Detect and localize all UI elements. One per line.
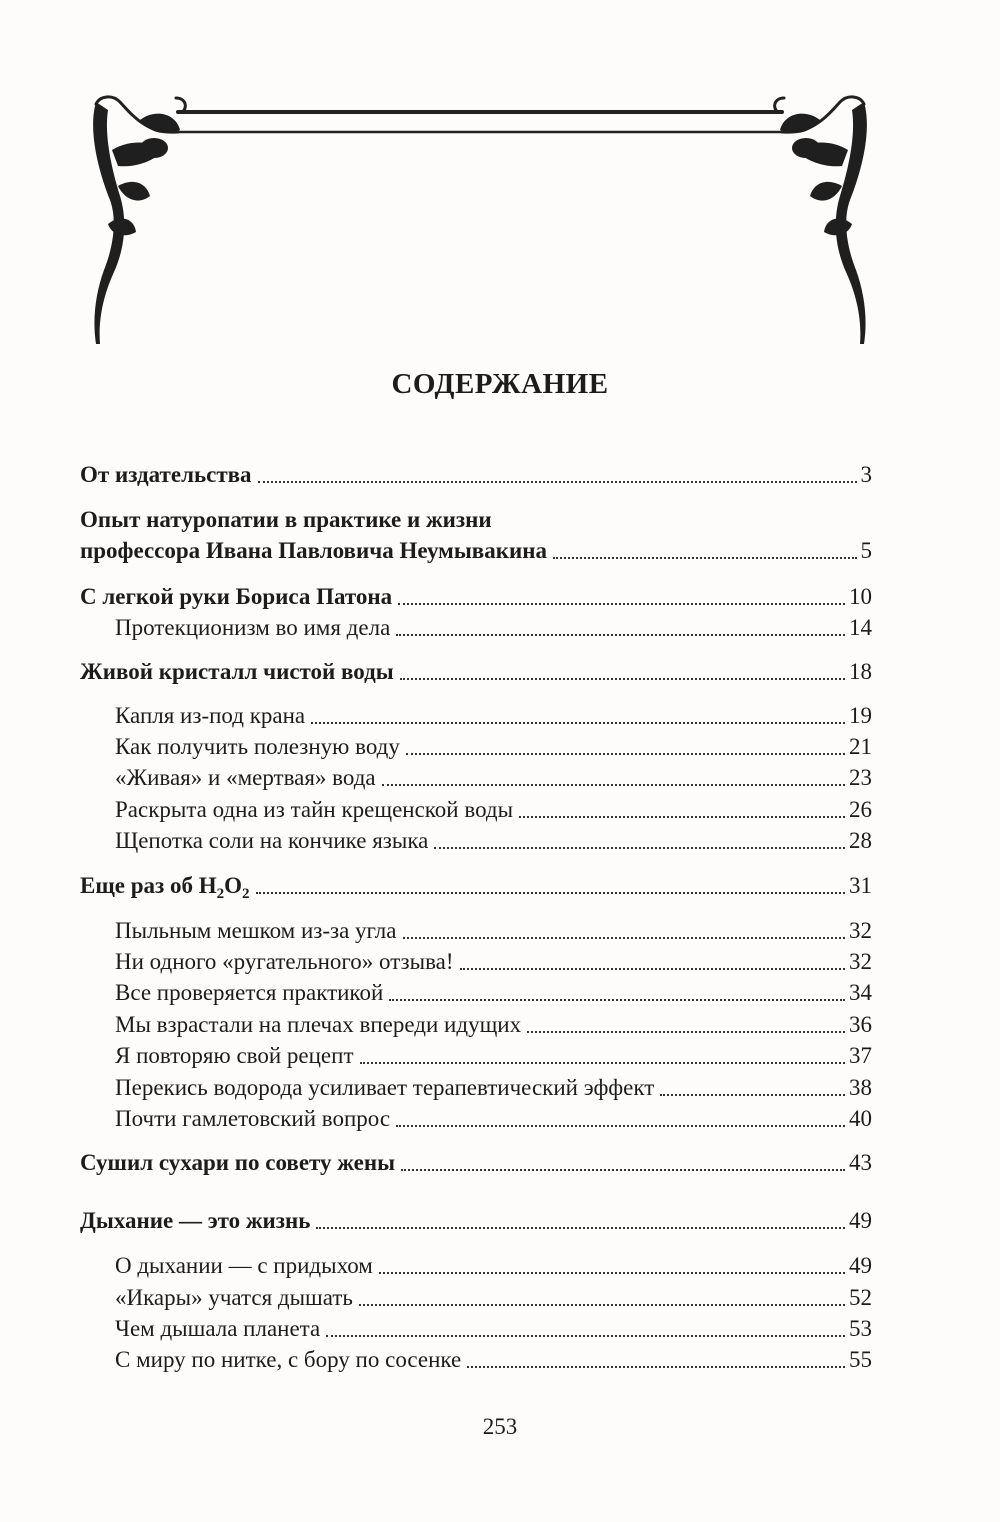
toc-entry-page: 49 [849, 1208, 872, 1233]
toc-entry-page: 23 [849, 765, 872, 790]
toc-entry [80, 1041, 872, 1071]
dot-leader [467, 1366, 845, 1368]
toc-entry-page: 55 [849, 1347, 872, 1372]
toc-entry-page: 32 [849, 949, 872, 974]
toc-entry-title: Дыхание — это жизнь [80, 1208, 311, 1233]
toc-entry-title: От издательства [80, 462, 252, 487]
toc-entry-page: 5 [860, 538, 872, 563]
dot-leader [389, 999, 845, 1001]
toc-entry-page: 31 [849, 873, 872, 898]
toc-entry [80, 613, 872, 643]
toc-entry-page: 53 [849, 1316, 872, 1341]
page-number: 253 [482, 1414, 518, 1439]
toc-entry-title: Протекционизм во имя дела [115, 615, 391, 640]
dot-leader [396, 1125, 845, 1127]
toc-entry-title: Все проверяется практикой [115, 980, 384, 1005]
dot-leader [396, 634, 845, 636]
dot-leader [519, 816, 845, 818]
toc-entry-page: 18 [849, 659, 872, 684]
toc-entry [80, 978, 872, 1008]
toc-entry-title: Ни одного «ругательного» отзыва! [115, 949, 454, 974]
toc-entry-title: С миру по нитке, с бору по сосенке [115, 1347, 462, 1372]
toc-entry-title: Сушил сухари по совету жены [80, 1150, 396, 1175]
toc-entry-title: Перекись водорода усиливает терапевтический эффект [115, 1075, 655, 1100]
toc-entry [80, 657, 872, 687]
dot-leader [401, 1169, 845, 1171]
toc-entry [80, 871, 872, 901]
toc-entry [80, 1206, 872, 1236]
toc-entry-title-line1: Опыт натуропатии в практике и жизни [80, 507, 492, 532]
toc-entry [80, 460, 872, 490]
dot-leader [403, 937, 846, 939]
dot-leader [660, 1094, 845, 1096]
toc-entry-page: 38 [849, 1075, 872, 1100]
formula-text: O [224, 873, 243, 898]
toc-entry-page: 26 [849, 797, 872, 822]
toc-entry-page: 10 [849, 584, 872, 609]
dot-leader [460, 968, 845, 970]
dot-leader [258, 481, 857, 483]
toc-entry-title: Мы взрастали на плечах впереди идущих [115, 1012, 522, 1037]
toc-entry [80, 1104, 872, 1134]
formula-subscript: 2 [242, 886, 250, 902]
toc-entry-title: О дыхании — с придыхом [115, 1253, 373, 1278]
toc-entry-title: «Икары» учатся дышать [115, 1285, 353, 1310]
toc-entry-title: Пыльным мешком из-за угла [115, 918, 397, 943]
dot-leader [434, 847, 845, 849]
toc-entry-page: 43 [849, 1150, 872, 1175]
toc-entry [80, 795, 872, 825]
toc-entry-title: Чем дышала планета [115, 1316, 321, 1341]
toc-entry-title: Щепотка соли на кончике языка [115, 828, 429, 853]
dot-leader [406, 753, 845, 755]
toc-entry-page: 3 [860, 462, 872, 487]
toc-entry-page: 21 [849, 734, 872, 759]
dot-leader [553, 557, 857, 559]
toc-entry-page: 34 [849, 980, 872, 1005]
toc-entry-title: Как получить полезную воду [115, 734, 400, 759]
formula-subscript: 2 [216, 886, 225, 902]
formula-text: Еще раз об H [80, 873, 217, 898]
toc-entry-title: Раскрыта одна из тайн крещенской воды [115, 797, 514, 822]
toc-entry-page: 37 [849, 1043, 872, 1068]
toc-entry-title: Капля из-под крана [115, 703, 306, 728]
toc-entry [80, 701, 872, 731]
dot-leader [311, 722, 845, 724]
toc-entry [80, 1010, 872, 1040]
toc-entry-page: 36 [849, 1012, 872, 1037]
dot-leader [360, 1062, 845, 1064]
dot-leader [400, 678, 845, 680]
toc-entry [80, 947, 872, 977]
toc-entry-title [80, 871, 250, 901]
toc-entry-title: С легкой руки Бориса Патона [80, 584, 393, 609]
dot-leader [326, 1335, 845, 1337]
toc-entry [80, 1251, 872, 1281]
toc-entry-page: 52 [849, 1285, 872, 1310]
toc-entry [80, 1314, 872, 1344]
toc-entry [80, 1148, 872, 1178]
toc-entry-title: Живой кристалл чистой воды [80, 659, 394, 684]
toc-entry-page: 28 [849, 828, 872, 853]
toc-entry-page: 14 [849, 615, 872, 640]
toc-entry [80, 1345, 872, 1375]
dot-leader [398, 603, 845, 605]
page-heading: СОДЕРЖАНИЕ [391, 368, 609, 400]
toc-entry [80, 763, 872, 793]
toc-entry-page: 32 [849, 918, 872, 943]
toc-entry [80, 1073, 872, 1103]
dot-leader [359, 1304, 845, 1306]
toc-entry-title: «Живая» и «мертвая» вода [115, 765, 376, 790]
toc-entry-title: Почти гамлетовский вопрос [115, 1106, 391, 1131]
toc-entry [80, 732, 872, 762]
dot-leader [316, 1227, 845, 1229]
toc-entry-page: 49 [849, 1253, 872, 1278]
toc-entry-page: 40 [849, 1106, 872, 1131]
dot-leader [382, 784, 845, 786]
toc-entry-title: Я повторяю свой рецепт [115, 1043, 354, 1068]
toc-entry [80, 536, 872, 566]
dot-leader [256, 892, 845, 894]
toc-entry [80, 1283, 872, 1313]
toc-entry [80, 916, 872, 946]
toc-entry [80, 826, 872, 856]
toc-entry [80, 582, 872, 612]
dot-leader [527, 1031, 845, 1033]
toc-entry-page: 19 [849, 703, 872, 728]
decorative-frame-ornament [0, 0, 1000, 360]
dot-leader [379, 1272, 845, 1274]
toc-entry-title: профессора Ивана Павловича Неумывакина [80, 538, 547, 563]
